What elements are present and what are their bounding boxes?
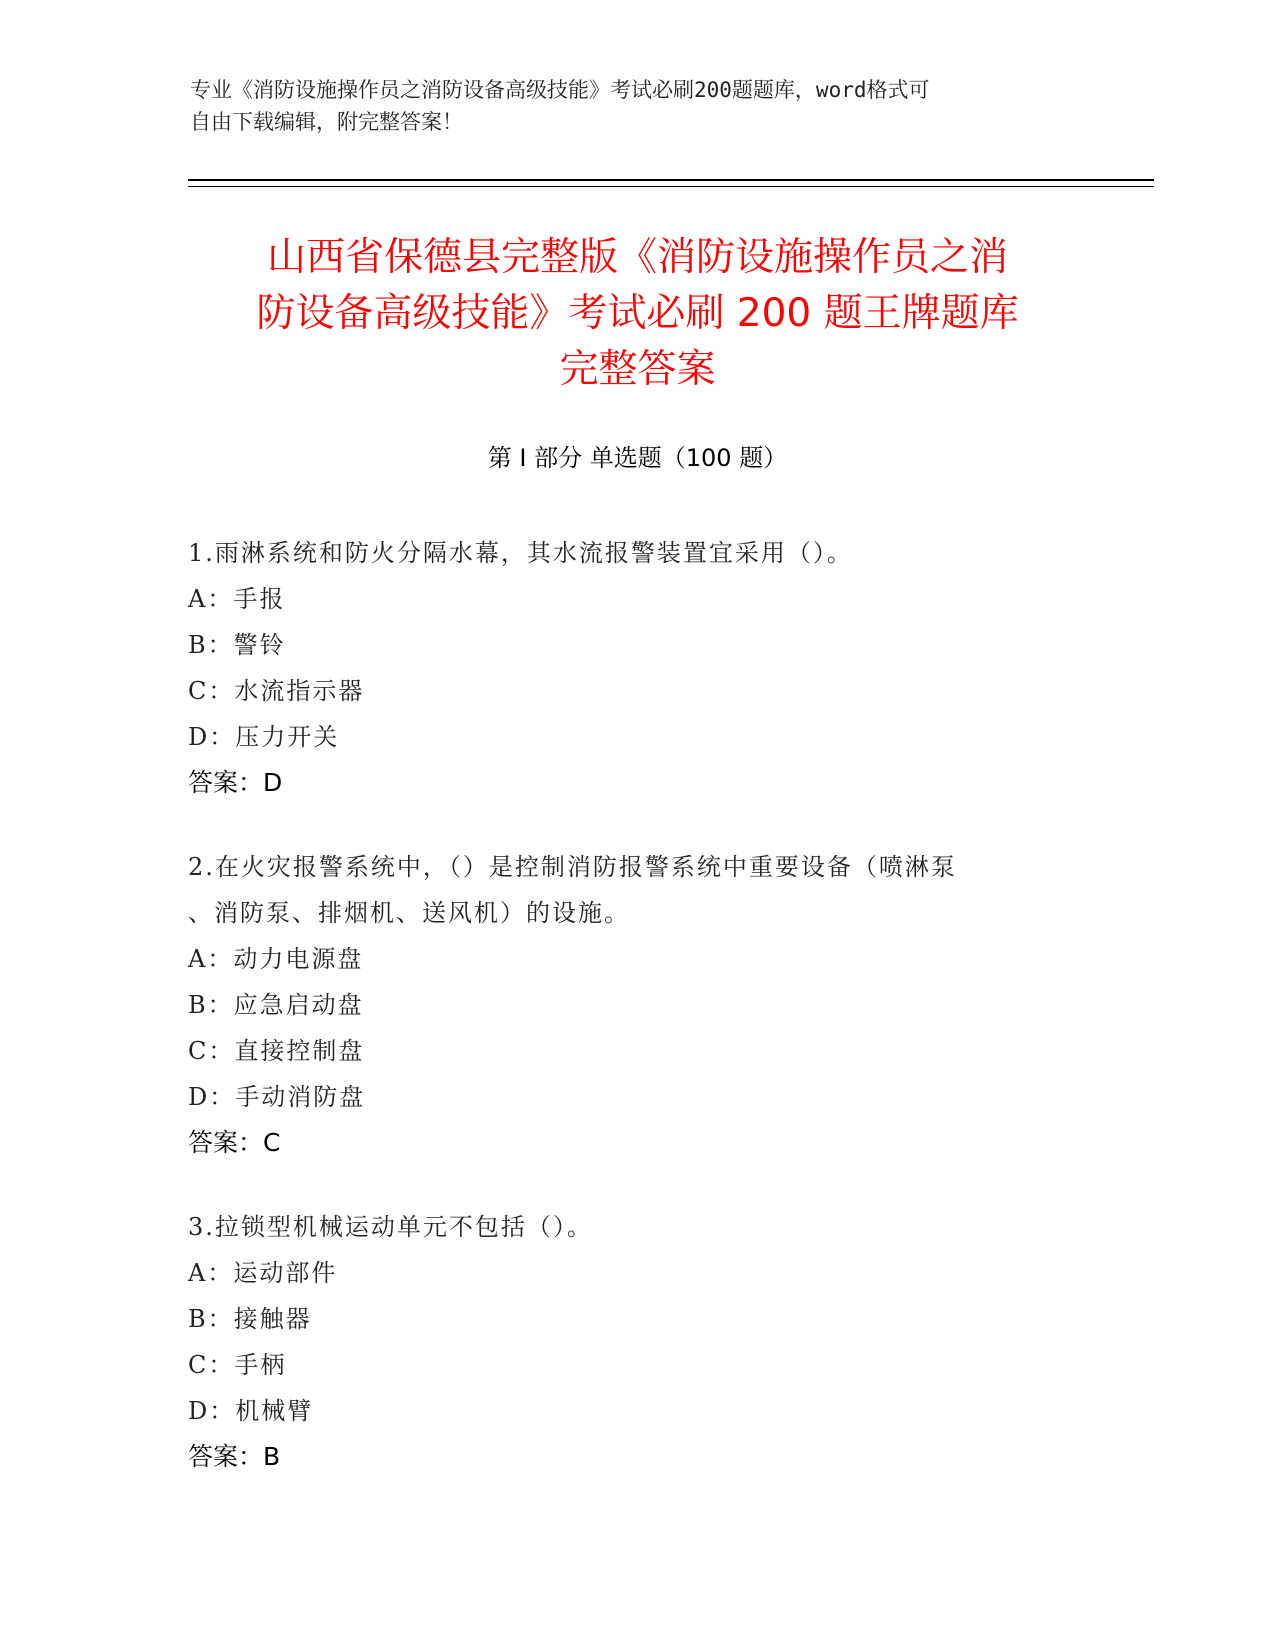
answer-line: 答案：D <box>188 768 283 797</box>
option-d: D：压力开关 <box>188 723 340 751</box>
option-a: A：运动部件 <box>188 1259 338 1287</box>
title-line-1: 山西省保德县完整版《消防设施操作员之消 <box>266 235 1008 280</box>
intro-text <box>190 74 1090 138</box>
intro-line-1: 专业《消防设施操作员之消防设备高级技能》考试必刷200题题库，word格式可 <box>190 78 930 102</box>
option-b: B：应急启动盘 <box>188 991 364 1019</box>
question-stem: 3.拉锁型机械运动单元不包括（）。 <box>188 1213 593 1241</box>
option-c: C：手柄 <box>188 1351 287 1379</box>
header-divider-thick <box>188 179 1154 181</box>
question-item <box>188 1204 1088 1480</box>
question-stem: 2.在火灾报警系统中，（）是控制消防报警系统中重要设备（喷淋泵 <box>188 853 957 881</box>
question-item <box>188 530 1088 806</box>
title-line-2: 防设备高级技能》考试必刷 200 题王牌题库 <box>256 291 1019 336</box>
option-b: B：接触器 <box>188 1305 312 1333</box>
section-heading: 第 I 部分 单选题（100 题） <box>487 444 788 472</box>
option-a: A：手报 <box>188 585 286 613</box>
question-stem-continued: 、消防泵、排烟机、送风机）的设施。 <box>188 899 630 927</box>
document-title <box>190 230 1085 398</box>
option-c: C：直接控制盘 <box>188 1037 365 1065</box>
answer-line: 答案：C <box>188 1128 281 1157</box>
question-list <box>188 530 1088 1518</box>
intro-line-2: 自由下载编辑，附完整答案！ <box>190 110 463 134</box>
option-d: D：手动消防盘 <box>188 1083 366 1111</box>
option-d: D：机械臂 <box>188 1397 314 1425</box>
option-c: C：水流指示器 <box>188 677 365 705</box>
question-item <box>188 844 1088 1166</box>
question-stem: 1.雨淋系统和防火分隔水幕，其水流报警装置宜采用（）。 <box>188 539 853 567</box>
answer-line: 答案：B <box>188 1442 281 1471</box>
option-a: A：动力电源盘 <box>188 945 364 973</box>
header-divider-thin <box>188 186 1154 187</box>
title-line-3: 完整答案 <box>559 347 716 392</box>
option-b: B：警铃 <box>188 631 286 659</box>
